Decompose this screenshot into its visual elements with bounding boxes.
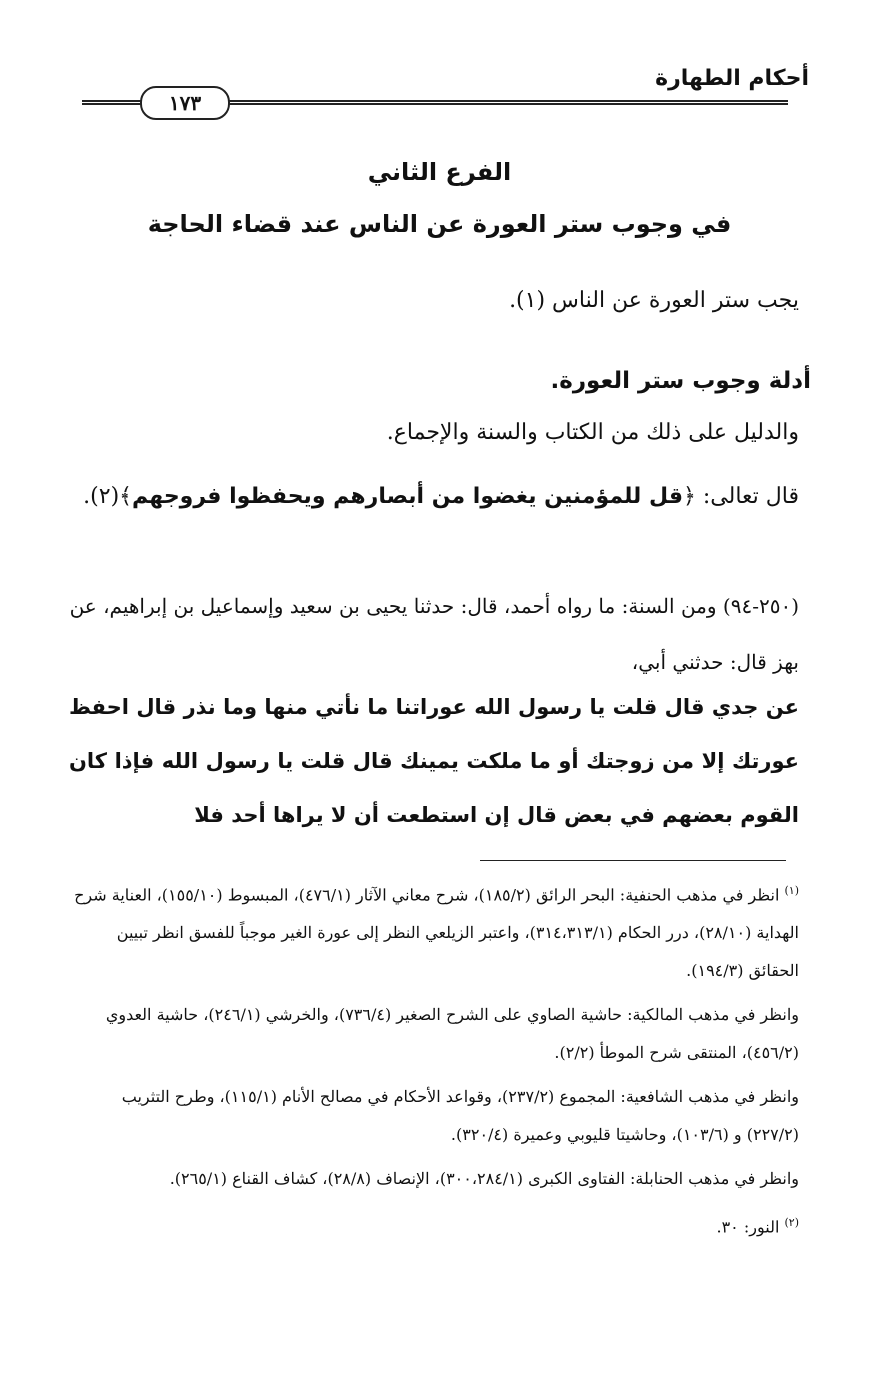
quran-suffix: ﴾(٢).: [83, 484, 133, 509]
footnote: [69, 872, 799, 990]
intro-paragraph: يجب ستر العورة عن الناس (١).: [509, 288, 799, 313]
evidence-line: والدليل على ذلك من الكتاب والسنة والإجماع.: [386, 420, 799, 445]
footnote-marker: (٢): [784, 1216, 799, 1230]
footnote-text: النور: ٣٠.: [716, 1217, 780, 1237]
topic-heading: في وجوب ستر العورة عن الناس عند قضاء الحاجة: [147, 210, 732, 238]
running-title: أحكام الطهارة: [655, 66, 809, 91]
footnotes: [69, 872, 799, 1253]
quran-verse: [69, 468, 799, 526]
branch-heading: الفرع الثاني: [367, 158, 512, 186]
hadith-text: عن جدي قال قلت يا رسول الله عوراتنا ما نأتي منها وما نذر قال احفظ عورتك إلا من زوجتك أو ما ملكت يمينك قال قلت يا رسول الله فإذا كان القوم بعضهم في بعض قال إن استطعت أن لا يراها أحد فلا: [69, 695, 799, 827]
quran-prefix: قال تعالى: ﴿: [683, 484, 799, 509]
evidence-heading: أدلة وجوب ستر العورة.: [550, 368, 811, 394]
footnote-marker: (١): [784, 884, 799, 897]
footnote-text: وانظر في مذهب الحنابلة: الفتاوى الكبرى (٣٠٠،٢٨٤/١)، الإنصاف (٢٨/٨)، كشاف القناع (٢٦٥/١).: [169, 1169, 799, 1189]
footnote-text: انظر في مذهب الحنفية: البحر الرائق (١٨٥/٢)، شرح معاني الآثار (٤٧٦/١)، المبسوط (١٥٥/١٠)، العناية شرح الهداية (٢٨/١٠)، درر الحكام (٣١٤،٣١٣/١)، واعتبر الزيلعي النظر إلى عورة الغير موجباً للفسق انظر تبيين الحقائق (١٩٤/٣).: [74, 885, 799, 981]
footnote: [69, 996, 799, 1072]
footnote: [69, 1204, 799, 1246]
footnote-text: وانظر في مذهب المالكية: حاشية الصاوي على الشرح الصغير (٧٣٦/٤)، والخرشي (٢٤٦/١)، حاشية العدوي (٤٥٦/٢)، المنتقى شرح الموطأ (٢/٢).: [105, 1005, 799, 1063]
sunnah-paragraph: (٢٥٠-٩٤) ومن السنة: ما رواه أحمد، قال: حدثنا يحيى بن سعيد وإسماعيل بن إبراهيم، عن بهز قال: حدثني أبي،: [69, 594, 799, 674]
page-number: ١٧٣: [140, 86, 230, 120]
footnote-separator: [480, 860, 786, 861]
footnote-text: وانظر في مذهب الشافعية: المجموع (٢٣٧/٢)، وقواعد الأحكام في مصالح الأنام (١١٥/١)، وطرح التثريب (٢٢٧/٢) و (١٠٣/٦)، وحاشيتا قليوبي وعميرة (٣٢٠/٤).: [121, 1087, 799, 1145]
footnote: [69, 1078, 799, 1154]
quran-text: قل للمؤمنين يغضوا من أبصارهم ويحفظوا فروجهم: [132, 484, 684, 509]
footnote: [69, 1160, 799, 1198]
